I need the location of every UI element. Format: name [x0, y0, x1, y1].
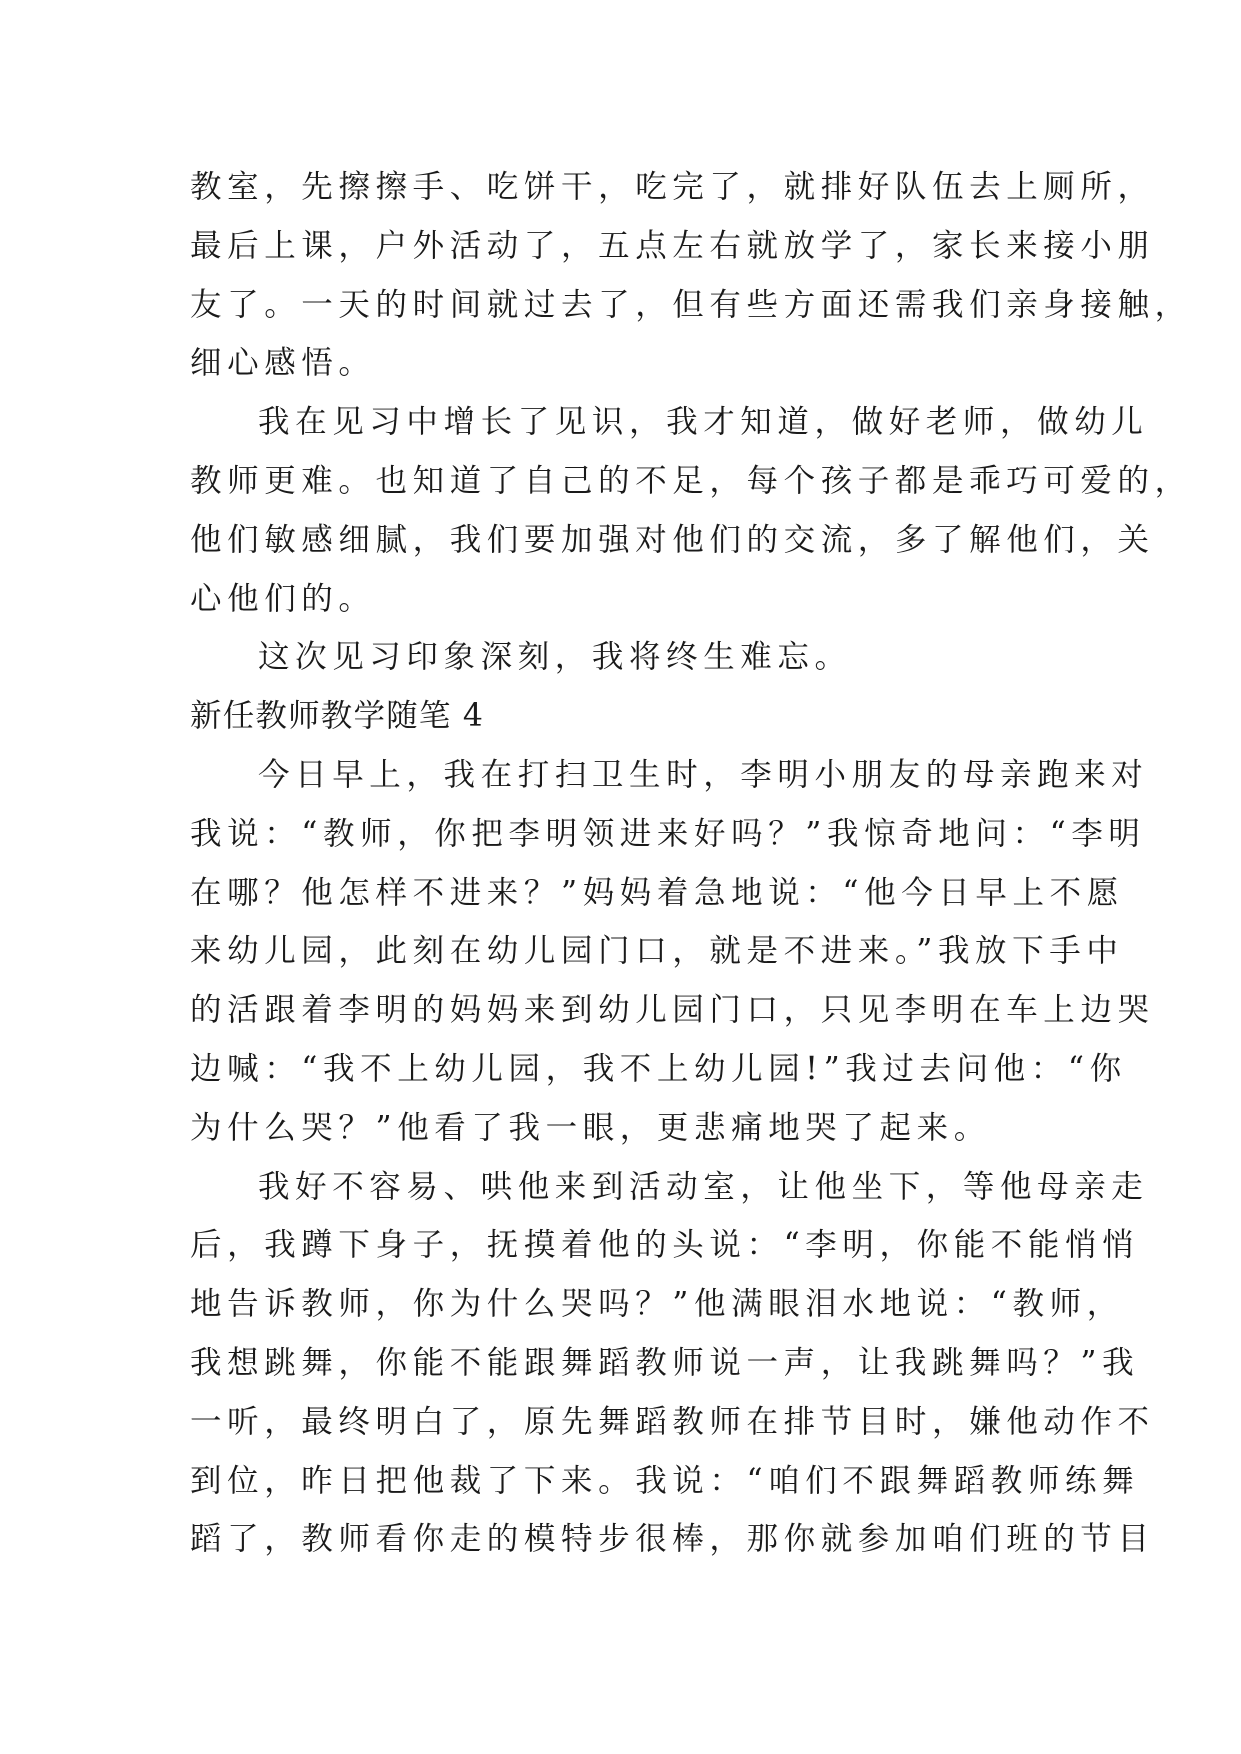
- text-line: 心他们的。: [190, 580, 376, 617]
- text-line: 我想跳舞，你能不能跟舞蹈教师说一声，让我跳舞吗？”我: [190, 1344, 1140, 1381]
- text-line: 细心感悟。: [190, 345, 376, 382]
- text-line: 教师更难。也知道了自己的不足，每个孩子都是乖巧可爱的，: [190, 462, 1192, 499]
- text-line: 为什么哭？”他看了我一眼，更悲痛地哭了起来。: [190, 1109, 991, 1146]
- section-heading: 新任教师教学随笔 4: [190, 698, 485, 735]
- document-body: [190, 158, 1192, 1569]
- text-line: 最后上课，户外活动了，五点左右就放学了，家长来接小朋: [190, 227, 1155, 264]
- text-line: 他们敏感细腻，我们要加强对他们的交流，多了解他们，关: [190, 521, 1155, 558]
- text-line: 来幼儿园，此刻在幼儿园门口，就是不进来。”我放下手中: [190, 933, 1124, 970]
- text-line: 教室，先擦擦手、吃饼干，吃完了，就排好队伍去上厕所，: [190, 169, 1155, 205]
- text-line: 后，我蹲下身子，抚摸着他的头说：“李明，你能不能悄悄: [190, 1227, 1140, 1264]
- text-line: 到位，昨日把他裁了下来。我说：“咱们不跟舞蹈教师练舞: [190, 1462, 1140, 1499]
- text-line: 这次见习印象深刻，我将终生难忘。: [258, 639, 852, 676]
- text-line: 我在见习中增长了见识，我才知道，做好老师，做幼儿: [258, 404, 1149, 441]
- text-line: 在哪？他怎样不进来？”妈妈着急地说：“他今日早上不愿: [190, 874, 1124, 911]
- text-line: 的活跟着李明的妈妈来到幼儿园门口，只见李明在车上边哭: [190, 992, 1155, 1029]
- text-line: 友了。一天的时间就过去了，但有些方面还需我们亲身接触，: [190, 286, 1192, 323]
- text-line: 我说：“教师，你把李明领进来好吗？”我惊奇地问：“李明: [190, 815, 1146, 852]
- text-line: 我好不容易、哄他来到活动室，让他坐下，等他母亲走: [258, 1168, 1149, 1205]
- text-line: 一听，最终明白了，原先舞蹈教师在排节目时，嫌他动作不: [190, 1403, 1155, 1440]
- text-line: 蹈了，教师看你走的模特步很棒，那你就参加咱们班的节目: [190, 1521, 1155, 1558]
- text-line: 地告诉教师，你为什么哭吗？”他满眼泪水地说：“教师，: [190, 1286, 1124, 1323]
- text-line: 边喊：“我不上幼儿园，我不上幼儿园!”我过去问他：“你: [190, 1050, 1127, 1087]
- text-line: 今日早上，我在打扫卫生时，李明小朋友的母亲跑来对: [258, 756, 1149, 793]
